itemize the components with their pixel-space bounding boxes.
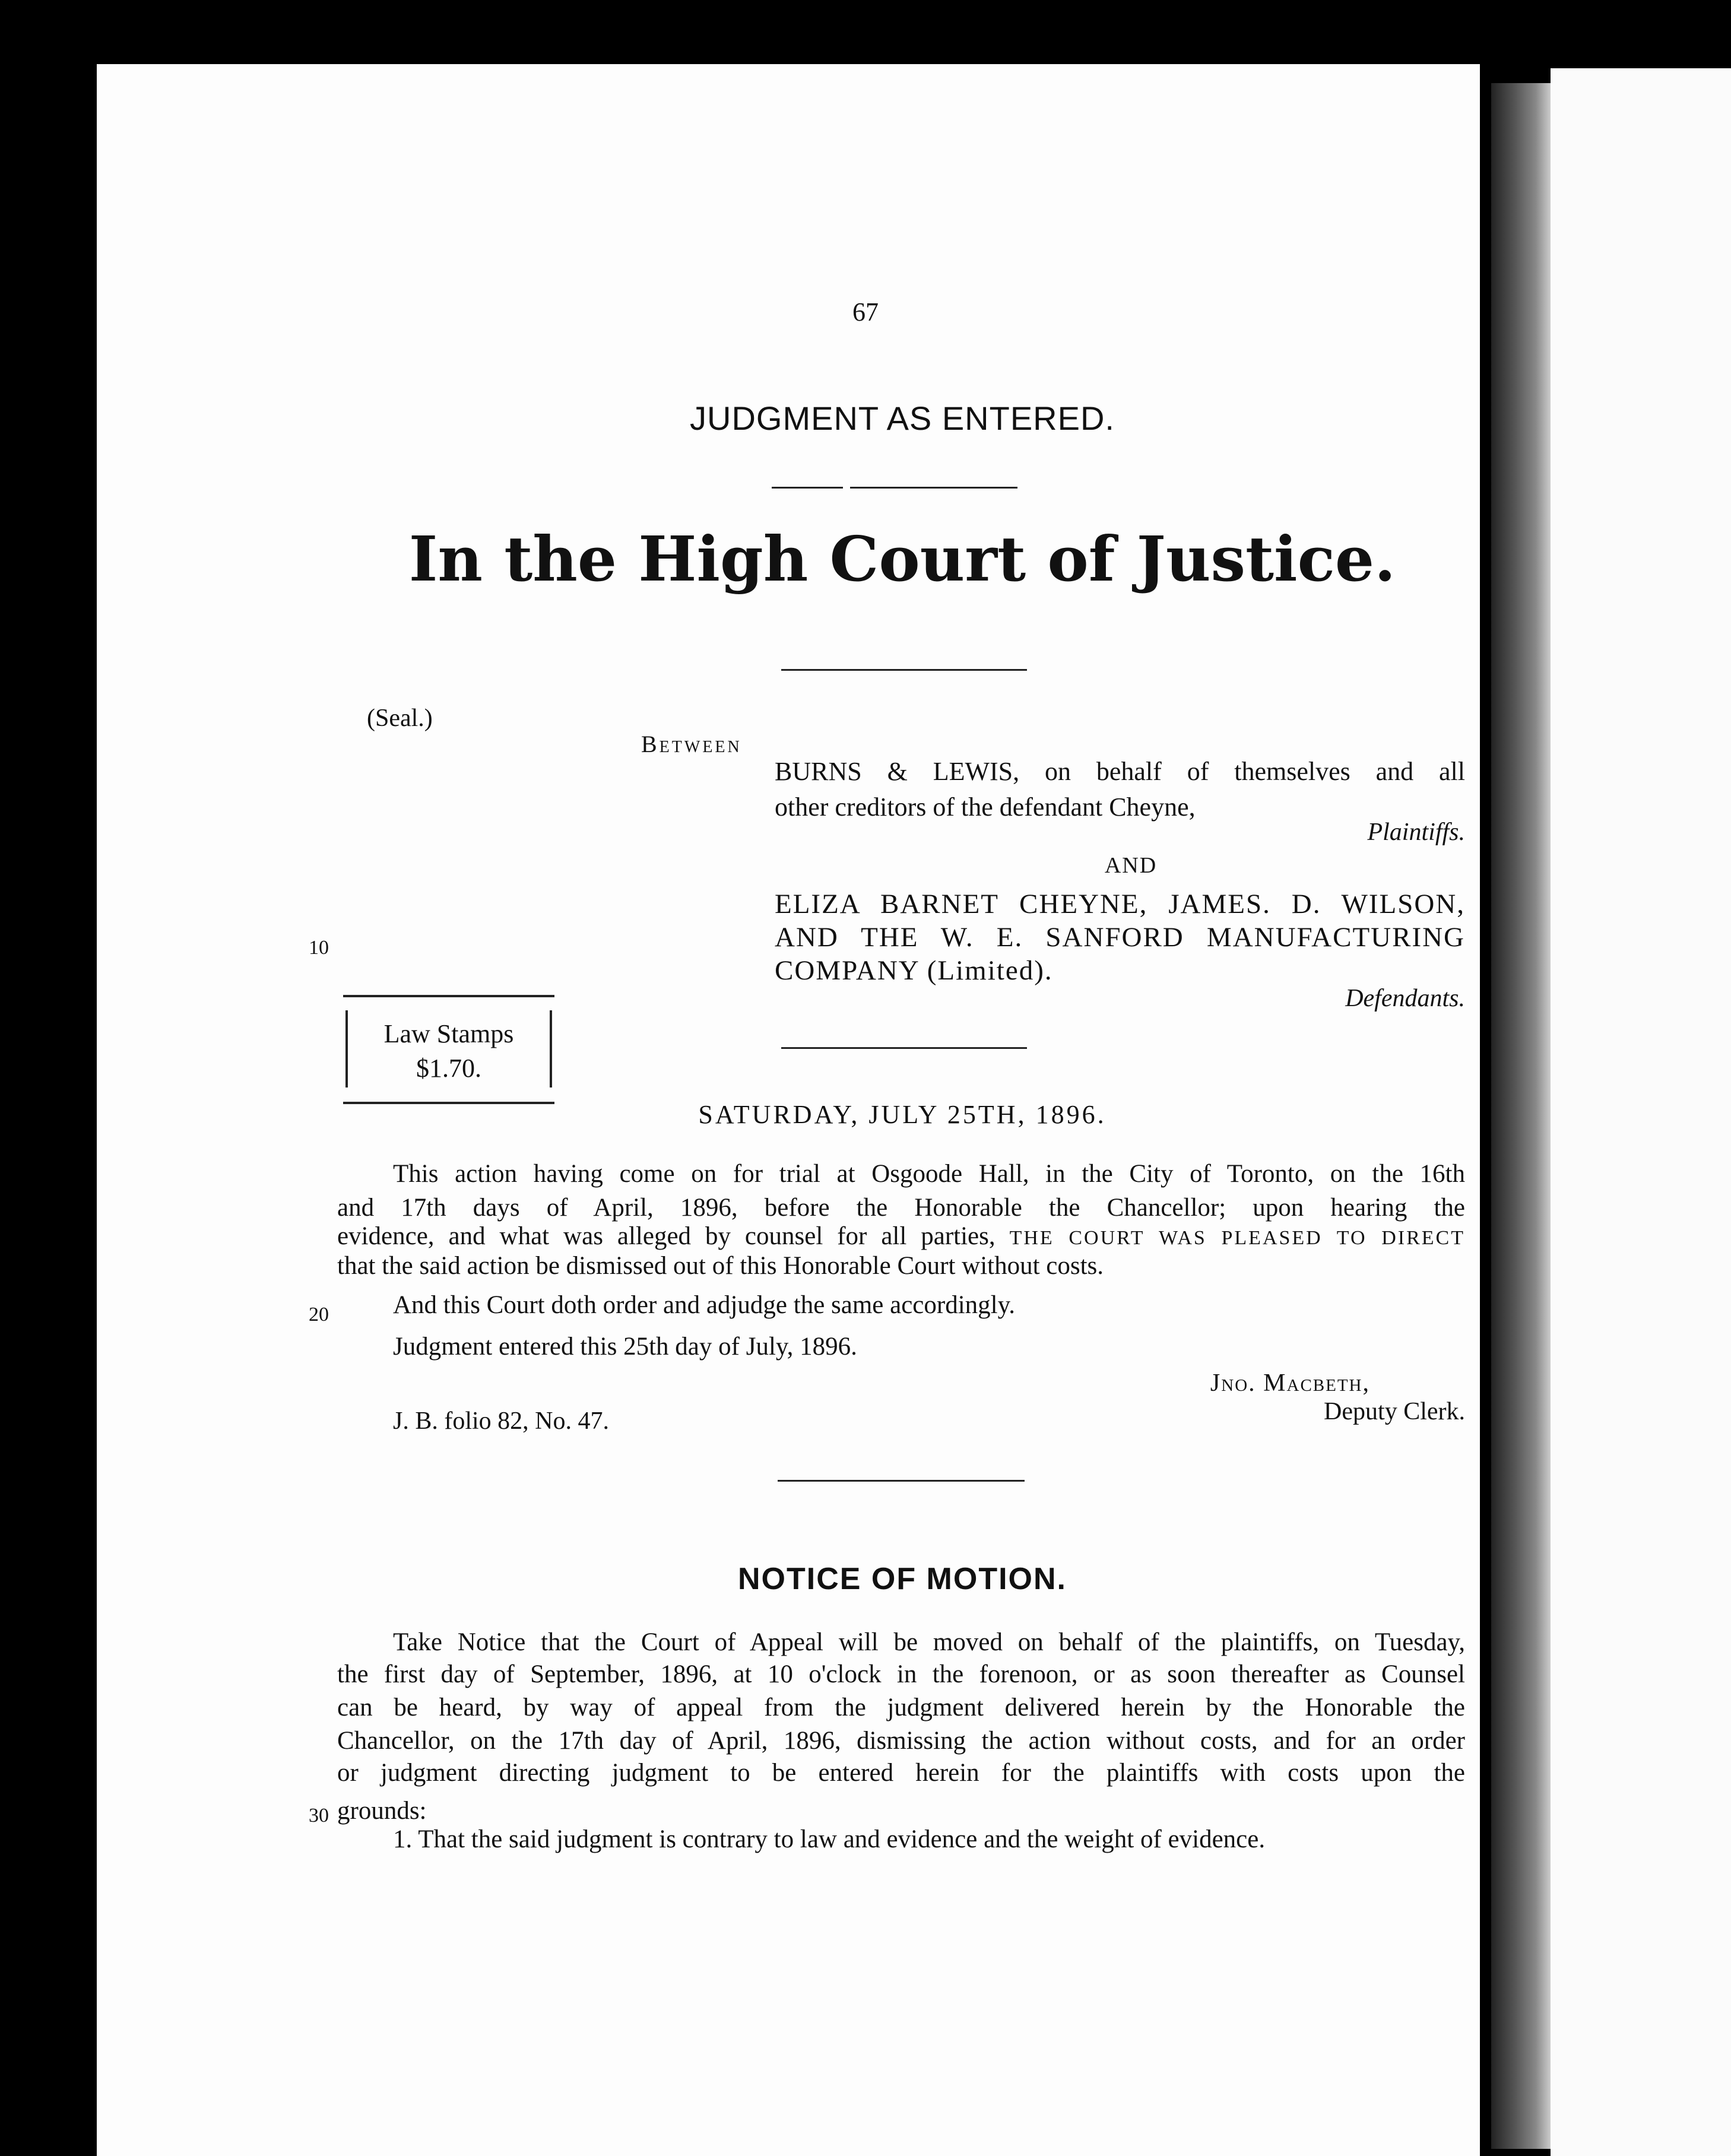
notice-item-1: 1. That the said judgment is contrary to law and evidence and the weight of evidence.: [393, 1825, 1266, 1853]
margin-line-number: 20: [309, 1304, 329, 1326]
defendants-line-1: ELIZA BARNET CHEYNE, JAMES. D. WILSON,: [775, 889, 1465, 920]
margin-line-number: 10: [309, 937, 329, 959]
divider-rule: [781, 669, 1027, 671]
divider-rule: [778, 1480, 1025, 1482]
between-label: Between: [641, 731, 742, 757]
signature-name: Jno. Macbeth,: [1210, 1369, 1370, 1397]
page-number: 67: [852, 297, 879, 326]
judgment-line-3-text: evidence, and what was alleged by counsel for all parties,: [337, 1222, 996, 1250]
court-directive: THE COURT WAS PLEASED TO DIRECT: [1009, 1227, 1465, 1249]
notice-line-5: or judgment directing judgment to be entered herein for the plaintiffs with costs upon the: [337, 1759, 1465, 1787]
plaintiffs-line-1: BURNS & LEWIS, on behalf of themselves and all: [775, 757, 1465, 786]
plaintiffs-label: Plaintiffs.: [1367, 819, 1465, 846]
judgment-line-1: This action having come on for trial at Osgoode Hall, in the City of Toronto, on the 16th: [393, 1160, 1465, 1188]
judgment-title: JUDGMENT AS ENTERED.: [690, 400, 1115, 437]
judgment-line-5: And this Court doth order and adjudge the same accordingly.: [393, 1291, 1016, 1319]
notice-line-3: can be heard, by way of appeal from the judgment delivered herein by the Honorable the: [337, 1694, 1465, 1721]
folio-reference: J. B. folio 82, No. 47.: [393, 1407, 610, 1435]
notice-line-4: Chancellor, on the 17th day of April, 1896, dismissing the action without costs, and for an order: [337, 1727, 1465, 1755]
notice-line-2: the first day of September, 1896, at 10 o'clock in the forenoon, or as soon thereafter as Counsel: [337, 1660, 1465, 1688]
divider-rule: [850, 487, 1017, 489]
judgment-line-2: and 17th days of April, 1896, before the Honorable the Chancellor; upon hearing the: [337, 1194, 1465, 1222]
notice-line-1: Take Notice that the Court of Appeal will be moved on behalf of the plaintiffs, on Tuesday,: [393, 1628, 1465, 1656]
law-stamps-label: Law Stamps: [383, 1019, 514, 1048]
notice-line-6: grounds:: [337, 1797, 427, 1825]
plaintiffs-line-2: other creditors of the defendant Cheyne,: [775, 792, 1196, 822]
seal-label: (Seal.): [367, 705, 433, 732]
defendants-line-2: AND THE W. E. SANFORD MANUFACTURING: [775, 922, 1465, 953]
margin-line-number: 30: [309, 1805, 329, 1827]
law-stamps-box: [343, 995, 554, 1104]
judgment-line-6: Judgment entered this 25th day of July, 1896.: [393, 1333, 857, 1361]
court-title: In the High Court of Justice.: [408, 522, 1396, 595]
notice-title: NOTICE OF MOTION.: [738, 1562, 1067, 1596]
judgment-line-3: [337, 1222, 1465, 1251]
date-line: SATURDAY, JULY 25TH, 1896.: [698, 1100, 1107, 1129]
judgment-line-4: that the said action be dismissed out of this Honorable Court without costs.: [337, 1252, 1104, 1280]
signature-title: Deputy Clerk.: [1324, 1398, 1465, 1425]
divider-rule-short: [772, 487, 843, 489]
defendants-line-3: COMPANY (Limited).: [775, 955, 1053, 986]
divider-rule: [781, 1047, 1027, 1049]
and-label: AND: [1104, 853, 1158, 878]
defendants-label: Defendants.: [1345, 985, 1465, 1012]
law-stamps-amount: $1.70.: [416, 1054, 481, 1083]
